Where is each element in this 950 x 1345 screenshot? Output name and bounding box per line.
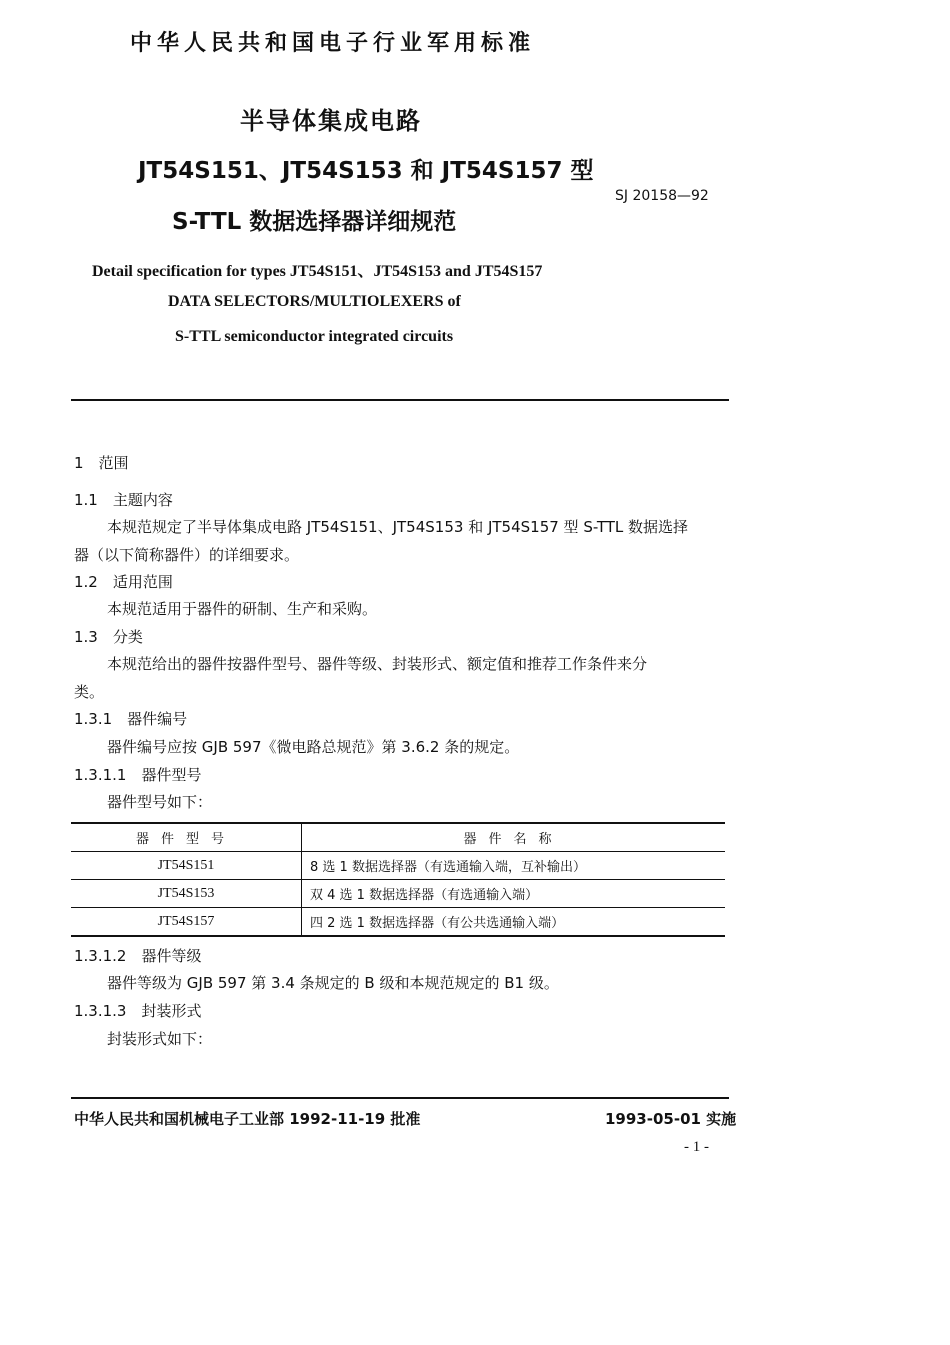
table-row — [71, 908, 725, 937]
english-title-line-3: S-TTL semiconductor integrated circuits — [175, 328, 454, 345]
section-1-2-paragraph: 本规范适用于器件的研制、生产和采购。 — [107, 600, 378, 618]
section-1-3-paragraph-line-1: 本规范给出的器件按器件型号、器件等级、封装形式、额定值和推荐工作条件来分 — [107, 655, 648, 673]
title-line-3: S-TTL 数据选择器详细规范 — [172, 209, 457, 235]
table-cell-model: JT54S153 — [71, 880, 302, 908]
section-1-3-1-3-paragraph: 封装形式如下： — [107, 1030, 213, 1048]
section-1-1-paragraph-line-1: 本规范规定了半导体集成电路 JT54S151、JT54S153 和 JT54S157 型 S-TTL 数据选择 — [107, 518, 689, 536]
page-number: - 1 - — [684, 1139, 709, 1155]
section-1-heading: 1 范围 — [74, 454, 129, 472]
table-header-name: 器件名称 — [302, 823, 726, 852]
table-row — [71, 880, 725, 908]
table-cell-model: JT54S151 — [71, 852, 302, 880]
standard-number: SJ 20158—92 — [615, 188, 709, 204]
english-title-line-1: Detail specification for types JT54S151、JT54S153 and JT54S157 — [92, 263, 543, 280]
table-cell-name: 四 2 选 1 数据选择器（有公共选通输入端） — [302, 908, 726, 937]
title-line-2: JT54S151、JT54S153 和 JT54S157 型 — [138, 158, 594, 184]
section-1-2-heading: 1.2 适用范围 — [74, 573, 173, 591]
section-1-3-1-2-paragraph: 器件等级为 GJB 597 第 3.4 条规定的 B 级和本规范规定的 B1 级。 — [107, 974, 559, 992]
table-row — [71, 852, 725, 880]
section-1-3-1-3-heading: 1.3.1.3 封装形式 — [74, 1002, 202, 1020]
section-1-3-paragraph-line-2: 类。 — [74, 683, 105, 701]
title-line-1: 半导体集成电路 — [240, 107, 422, 135]
section-1-1-paragraph-line-2: 器（以下简称器件）的详细要求。 — [74, 546, 300, 564]
table-cell-model: JT54S157 — [71, 908, 302, 937]
table-header-row — [71, 823, 725, 852]
bottom-divider — [71, 1097, 729, 1099]
section-1-3-1-heading: 1.3.1 器件编号 — [74, 710, 188, 728]
section-1-3-1-2-heading: 1.3.1.2 器件等级 — [74, 947, 202, 965]
table-cell-name: 双 4 选 1 数据选择器（有选通输入端） — [302, 880, 726, 908]
section-1-1-heading: 1.1 主题内容 — [74, 491, 173, 509]
table-header-model: 器件型号 — [71, 823, 302, 852]
table-cell-name: 8 选 1 数据选择器（有选通输入端，互补输出） — [302, 852, 726, 880]
section-1-3-1-1-heading: 1.3.1.1 器件型号 — [74, 766, 202, 784]
section-1-3-1-paragraph: 器件编号应按 GJB 597《微电路总规范》第 3.6.2 条的规定。 — [107, 738, 520, 756]
device-type-table — [71, 822, 725, 937]
english-title-line-2: DATA SELECTORS/MULTIOLEXERS of — [168, 293, 461, 310]
top-divider — [71, 399, 729, 401]
section-1-3-heading: 1.3 分类 — [74, 628, 143, 646]
effective-date: 1993-05-01 实施 — [605, 1110, 737, 1128]
standard-category-header: 中华人民共和国电子行业军用标准 — [130, 31, 536, 56]
section-1-3-1-1-paragraph: 器件型号如下： — [107, 793, 213, 811]
approval-statement: 中华人民共和国机械电子工业部 1992-11-19 批准 — [74, 1110, 421, 1128]
